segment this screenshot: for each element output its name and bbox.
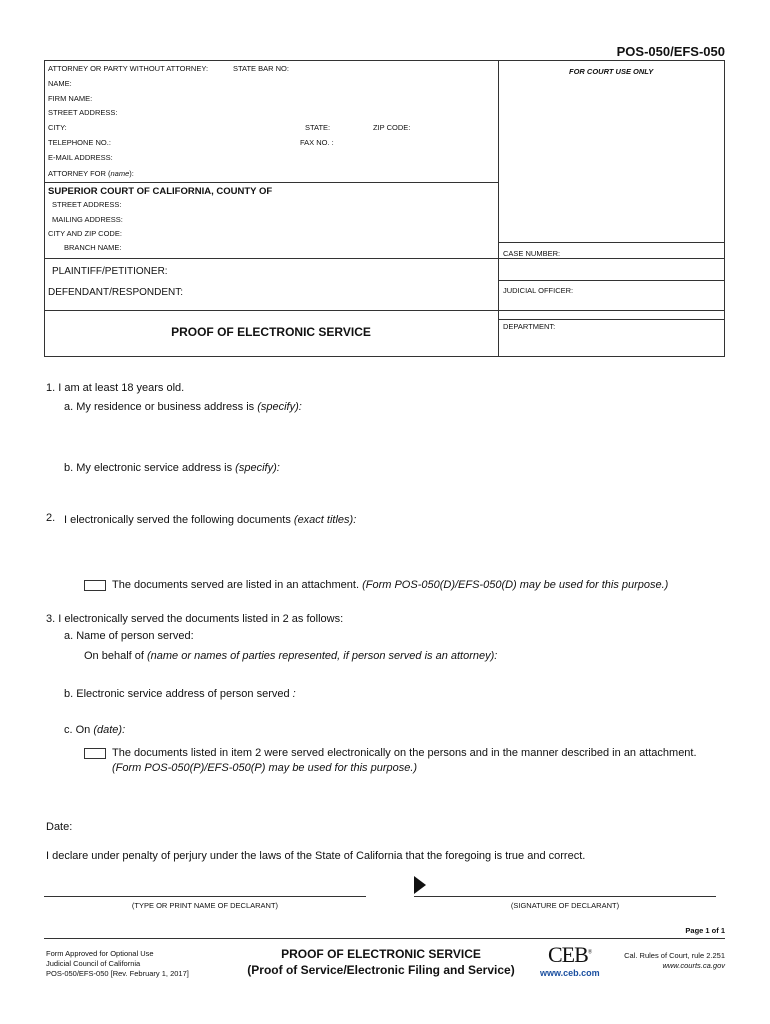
date-label: Date: <box>46 821 73 833</box>
court-branch-input[interactable] <box>125 241 493 253</box>
court-title: SUPERIOR COURT OF CALIFORNIA, COUNTY OF <box>48 186 273 197</box>
street-label: STREET ADDRESS: <box>48 108 118 117</box>
form-id: POS-050/EFS-050 <box>616 44 725 59</box>
rule-attorney-bottom <box>44 182 498 183</box>
state-bar-input[interactable] <box>290 61 495 74</box>
attachment-p-line2: (Form POS-050(P)/EFS-050(P) may be used for this purpose.) <box>112 762 418 774</box>
court-branch-label: BRANCH NAME: <box>64 243 122 252</box>
street-input[interactable] <box>118 105 492 118</box>
county-input[interactable] <box>288 184 493 197</box>
judicial-officer-label: JUDICIAL OFFICER: <box>503 286 574 295</box>
item-1b: b. My electronic service address is (specify): <box>64 462 280 474</box>
rule-judicial-bottom <box>498 319 725 320</box>
declarant-signature-input[interactable] <box>430 878 714 895</box>
form-title: PROOF OF ELECTRONIC SERVICE <box>171 325 371 339</box>
footer-rules: Cal. Rules of Court, rule 2.251 www.courts.ca.gov <box>624 951 725 970</box>
phone-input[interactable] <box>110 135 295 148</box>
residence-address-input[interactable] <box>64 416 724 452</box>
attachment-p-line1: The documents listed in item 2 were served electronically on the persons and in the manner described in an attachment. <box>112 747 697 759</box>
rule-court-bottom <box>44 258 725 259</box>
attachment-d-text: The documents served are listed in an attachment. (Form POS-050(D)/EFS-050(D) may be used for this purpose.) <box>112 579 669 591</box>
zip-label: ZIP CODE: <box>373 123 411 132</box>
page-number: Page 1 of 1 <box>685 926 725 935</box>
plaintiff-input[interactable] <box>172 264 492 278</box>
court-street-input[interactable] <box>125 198 493 210</box>
person-served-input[interactable] <box>210 627 724 643</box>
name-signature-line <box>44 896 366 897</box>
attorney-for-label: ATTORNEY FOR (name): <box>48 169 134 178</box>
email-input[interactable] <box>112 150 492 163</box>
court-city-zip-label: CITY AND ZIP CODE: <box>48 229 122 238</box>
name-label: NAME: <box>48 79 72 88</box>
item-3a: a. Name of person served: <box>64 630 194 642</box>
item-3c: c. On (date): <box>64 724 126 736</box>
firm-input[interactable] <box>92 91 492 104</box>
city-input[interactable] <box>68 120 300 133</box>
defendant-label: DEFENDANT/RESPONDENT: <box>48 287 184 298</box>
attachment-d-checkbox[interactable] <box>84 580 106 591</box>
caption-divider <box>498 60 499 357</box>
ceb-logo: CEB® <box>548 942 592 967</box>
item-3a-behalf: On behalf of (name or names of parties represented, if person served is an attorney): <box>84 650 498 662</box>
case-number-label: CASE NUMBER: <box>503 249 561 258</box>
item-2-number: 2. <box>46 512 56 524</box>
fax-input[interactable] <box>338 135 493 148</box>
fax-label: FAX NO. : <box>300 138 334 147</box>
email-label: E-MAIL ADDRESS: <box>48 153 113 162</box>
city-label: CITY: <box>48 123 67 132</box>
ceb-link[interactable]: www.ceb.com <box>540 968 600 978</box>
item-1a: a. My residence or business address is (specify): <box>64 401 302 413</box>
name-input[interactable] <box>72 76 492 89</box>
service-date-input[interactable] <box>140 721 340 737</box>
department-label: DEPARTMENT: <box>503 322 556 331</box>
footer-approved: Form Approved for Optional Use Judicial Council of California POS-050/EFS-050 [Rev. February 1, 2017] <box>46 949 189 978</box>
footer-title: PROOF OF ELECTRONIC SERVICE (Proof of Service/Electronic Filing and Service) <box>247 947 515 977</box>
perjury-statement: I declare under penalty of perjury under the laws of the State of California that the foregoing is true and correct. <box>46 850 586 862</box>
attorney-label: ATTORNEY OR PARTY WITHOUT ATTORNEY: <box>48 64 209 73</box>
state-input[interactable] <box>332 120 370 133</box>
footer-rule <box>44 938 725 939</box>
signature-arrow-icon <box>414 876 426 894</box>
attorney-for-input[interactable] <box>135 166 492 179</box>
signature-caption: (SIGNATURE OF DECLARANT) <box>510 901 620 910</box>
department-input[interactable] <box>503 333 721 347</box>
item-1: 1. I am at least 18 years old. <box>46 382 185 394</box>
documents-titles-input[interactable] <box>64 530 724 570</box>
zip-input[interactable] <box>412 120 492 133</box>
served-address-input[interactable] <box>318 685 724 701</box>
item-3b: b. Electronic service address of person served : <box>64 688 296 700</box>
declarant-name-input[interactable] <box>46 878 364 895</box>
rule-case-number-bottom <box>498 280 725 281</box>
signature-line <box>414 896 716 897</box>
court-use-label: FOR COURT USE ONLY <box>569 67 654 76</box>
behalf-of-input[interactable] <box>84 665 724 681</box>
judicial-officer-input[interactable] <box>503 297 721 311</box>
item-2: I electronically served the following documents (exact titles): <box>64 514 357 526</box>
court-city-zip-input[interactable] <box>125 227 493 239</box>
declaration-date-input[interactable] <box>80 818 320 834</box>
state-bar-label: STATE BAR NO: <box>233 64 289 73</box>
case-number-input[interactable] <box>565 245 720 258</box>
court-mailing-input[interactable] <box>125 213 493 225</box>
phone-label: TELEPHONE NO.: <box>48 138 111 147</box>
item-3: 3. I electronically served the documents listed in 2 as follows: <box>46 613 344 625</box>
attachment-p-checkbox[interactable] <box>84 748 106 759</box>
rule-court-use-bottom <box>498 242 725 243</box>
court-street-label: STREET ADDRESS: <box>52 200 122 209</box>
name-caption: (TYPE OR PRINT NAME OF DECLARANT) <box>131 901 279 910</box>
firm-label: FIRM NAME: <box>48 94 93 103</box>
defendant-input[interactable] <box>190 285 492 299</box>
plaintiff-label: PLAINTIFF/PETITIONER: <box>52 266 168 277</box>
court-mailing-label: MAILING ADDRESS: <box>52 215 123 224</box>
electronic-address-input[interactable] <box>300 459 724 475</box>
state-label: STATE: <box>305 123 331 132</box>
